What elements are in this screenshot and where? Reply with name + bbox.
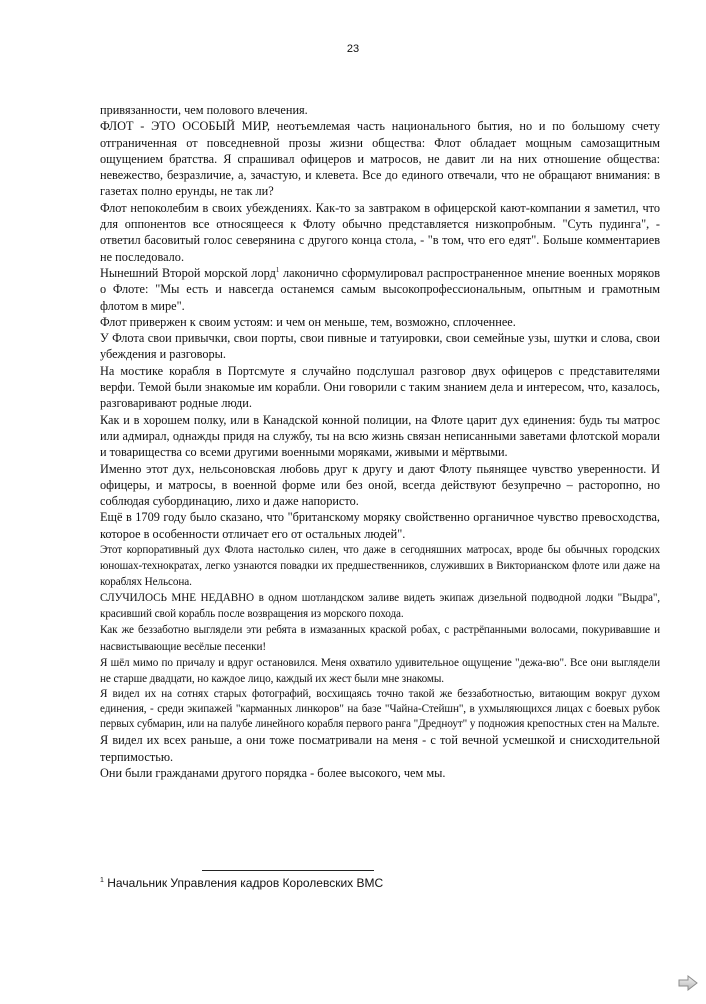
page-number: 23: [346, 43, 360, 55]
paragraph: Именно этот дух, нельсоновская любовь друг к другу и дают Флоту пьянящее чувство уверенности. И офицеры, и матросы, в военной форме или без оной, всегда действуют безупречно – расторопно, но соблюдая субординацию, лихо и даже напористо.: [100, 461, 660, 509]
footnote-text: Начальник Управления кадров Королевских ВМС: [103, 876, 384, 890]
footnote-reference[interactable]: 1: [275, 265, 280, 274]
paragraph: Флот привержен к своим устоям: и чем он меньше, тем, возможно, сплоченнее.: [100, 314, 516, 329]
paragraph: Этот корпоративный дух Флота настолько силен, что даже в сегодняшних матросах, вроде бы обычных городских юношах-технократах, легко узнаются повадки их предшественников, служивших в Викторианском флоте или даже на кораблях Нельсона.: [100, 544, 660, 589]
paragraph-part: Нынешний Второй морской лорд: [100, 265, 276, 280]
paragraph: Как и в хорошем полку, или в Канадской конной полиции, на Флоте царит дух единения: будь ты матрос или адмирал, однажды придя на службу, ты на всю жизнь связан неписанными заветами флотской морали и товарищества со всеми другими военными моряками, живыми и мёртвыми.: [100, 412, 660, 460]
paragraph: ФЛОТ - ЭТО ОСОБЫЙ МИР, неотъемлемая часть национального бытия, но и по большому счету отграниченная от повседневной прозы жизни общества: Флот обладает мощным самозащитным ощущением братства. Я спрашивал офицеров и матросов, не давит ли на них отношение общества: невежество, безразличие, а, зачастую, и клевета. Все до единого отвечали, что не обращают внимания: в газетах полно ерунды, не так ли?: [100, 119, 660, 199]
paragraph: У Флота свои привычки, свои порты, свои пивные и татуировки, свои семейные узы, шутки и слова, свои убеждения и разговоры.: [100, 331, 660, 362]
next-page-arrow-icon[interactable]: [678, 975, 698, 991]
paragraph: Я видел их на сотнях старых фотографий, восхищаясь точно такой же беззаботностью, витающим вокруг духом единения, - среди экипажей "карманных линкоров" на базе "Чайна-Стейшн", в ухмыляющихся лицах с боевых рубок первых субмарин, или на палубе линейного корабля первого ранга "Дредноут" у подножия крепостных стен на Мальте.: [100, 687, 660, 731]
footnote-separator: [202, 870, 374, 871]
body-text: [100, 102, 660, 781]
paragraph-part: лаконично сформулировал распространенное мнение военных моряков о Флоте: "Мы есть и навсегда останемся самым высокопрофессиональным, опытным и грамотным флотом в мире".: [100, 265, 660, 313]
paragraph: Они были гражданами другого порядка - более высокого, чем мы.: [100, 766, 446, 781]
paragraph: Я шёл мимо по причалу и вдруг остановился. Меня охватило удивительное ощущение "дежа-вю". Все они выглядели не старше двадцати, но каждое лицо, каждый их жест были мне знакомы.: [100, 656, 660, 685]
paragraph: Ещё в 1709 году было сказано, что "британскому моряку свойственно органичное чувство превосходства, которое в особенности отличает его от остальных людей".: [100, 510, 660, 541]
footnote-mark: 1: [100, 877, 104, 884]
paragraph: Как же беззаботно выглядели эти ребята в измазанных краской робах, с растрёпанными волосами, покуривавшие и насвистывающие весёлые песенки!: [100, 624, 660, 653]
paragraph: Я видел их всех раньше, а они тоже посматривали на меня - с той вечной усмешкой и снисходительной терпимостью.: [100, 733, 660, 764]
paragraph: СЛУЧИЛОСЬ МНЕ НЕДАВНО в одном шотландском заливе видеть экипаж дизельной подводной лодки "Выдра", красивший свой корабль после возвращения из морского похода.: [100, 592, 660, 621]
right-arrow-icon: [678, 975, 698, 991]
paragraph: Флот непоколебим в своих убеждениях. Как-то за завтраком в офицерской кают-компании я заметил, что для оппонентов все относящееся к Флоту обычно представляется низкопробным. "Суть пудинга", - ответил басовитый голос северянина с другого конца стола, - "в том, что его едят". Больше комментариев не последовало.: [100, 200, 660, 264]
footnote: [100, 876, 640, 890]
paragraph: привязанности, чем полового влечения.: [100, 103, 308, 117]
paragraph: На мостике корабля в Портсмуте я случайно подслушал разговор двух офицеров с представителями верфи. Темой были знакомые им корабли. Они говорили с таким знанием дела и интересом, что, казалось, разговаривают родные люди.: [100, 363, 660, 411]
paragraph-second-sea-lord: [100, 265, 660, 314]
